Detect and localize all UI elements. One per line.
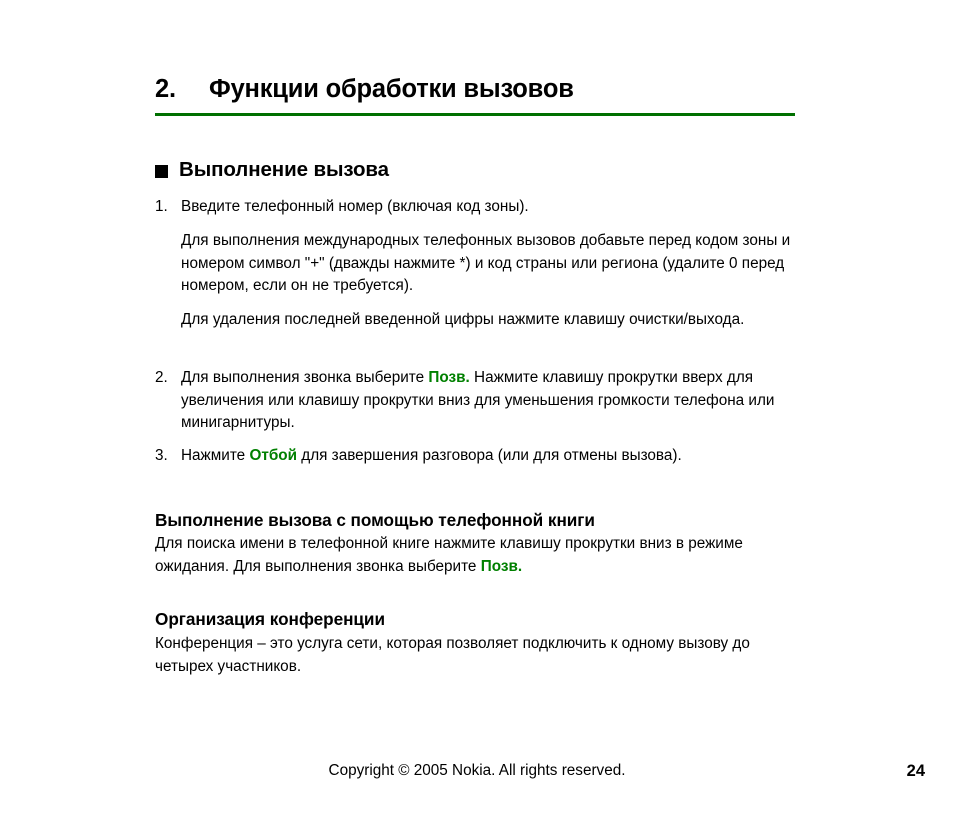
softkey-label-pozv: Позв. [480,557,523,575]
paragraph-phonebook [155,533,805,578]
chapter-number: 2. [155,75,176,103]
heading-phonebook-call: Выполнение вызова с помощью телефонной книги [155,510,595,530]
page-title [155,75,795,104]
heading-main-label: Выполнение вызова [179,158,389,181]
step-3-text-after: для завершения разговора (или для отмены вызова). [297,447,682,464]
step-1-paragraph-delete-digit: Для удаления последней введенной цифры нажмите клавишу очистки/выхода. [181,311,745,328]
softkey-label-pozv: Позв. [428,369,470,386]
step-2-text-after: Нажмите клавишу прокрутки вверх для увеличения или клавишу прокрутки вниз для уменьшения громкости телефона или минигарнитуры. [181,369,775,432]
step-2-text-before: Для выполнения звонка выберите [181,369,429,386]
chapter-title-text: Функции обработки вызовов [209,75,574,103]
square-bullet-icon [155,165,168,178]
heading-conference: Организация конференции [155,609,385,629]
list-marker: 1. [155,198,168,215]
step-1-paragraph-international: Для выполнения международных телефонных вызовов добавьте перед кодом зоны и номером символ "+" (дважды нажмите *) и код страны или региона (удалите 0 перед номером, если он не требуется). [181,232,791,295]
list-marker: 3. [155,447,168,464]
footer-page-number: 24 [906,762,925,780]
chapter-rule-divider [155,113,795,116]
list-item-step-3 [155,445,805,468]
footer-copyright-text: Copyright © 2005 Nokia. All rights reserved. [328,762,626,779]
heading-vypolnenie-vyzova [155,160,389,181]
list-item-text: Введите телефонный номер (включая код зоны). [181,198,529,215]
list-marker: 2. [155,369,168,386]
step-3-text-before: Нажмите [181,447,250,464]
page-footer [0,760,954,786]
list-item-step-1 [155,196,805,219]
list-item-step-2 [155,367,805,435]
list-item-text [181,445,805,468]
softkey-label-otboy: Отбой [249,447,298,464]
chapter-header [155,75,795,116]
list-item-text [181,367,805,435]
paragraph-conference: Конференция – это услуга сети, которая позволяет подключить к одному вызову до четырех участников. [155,635,750,675]
phonebook-text-before: Для поиска имени в телефонной книге нажмите клавишу прокрутки вниз в режиме ожидания. Для выполнения звонка выберите [155,535,743,575]
